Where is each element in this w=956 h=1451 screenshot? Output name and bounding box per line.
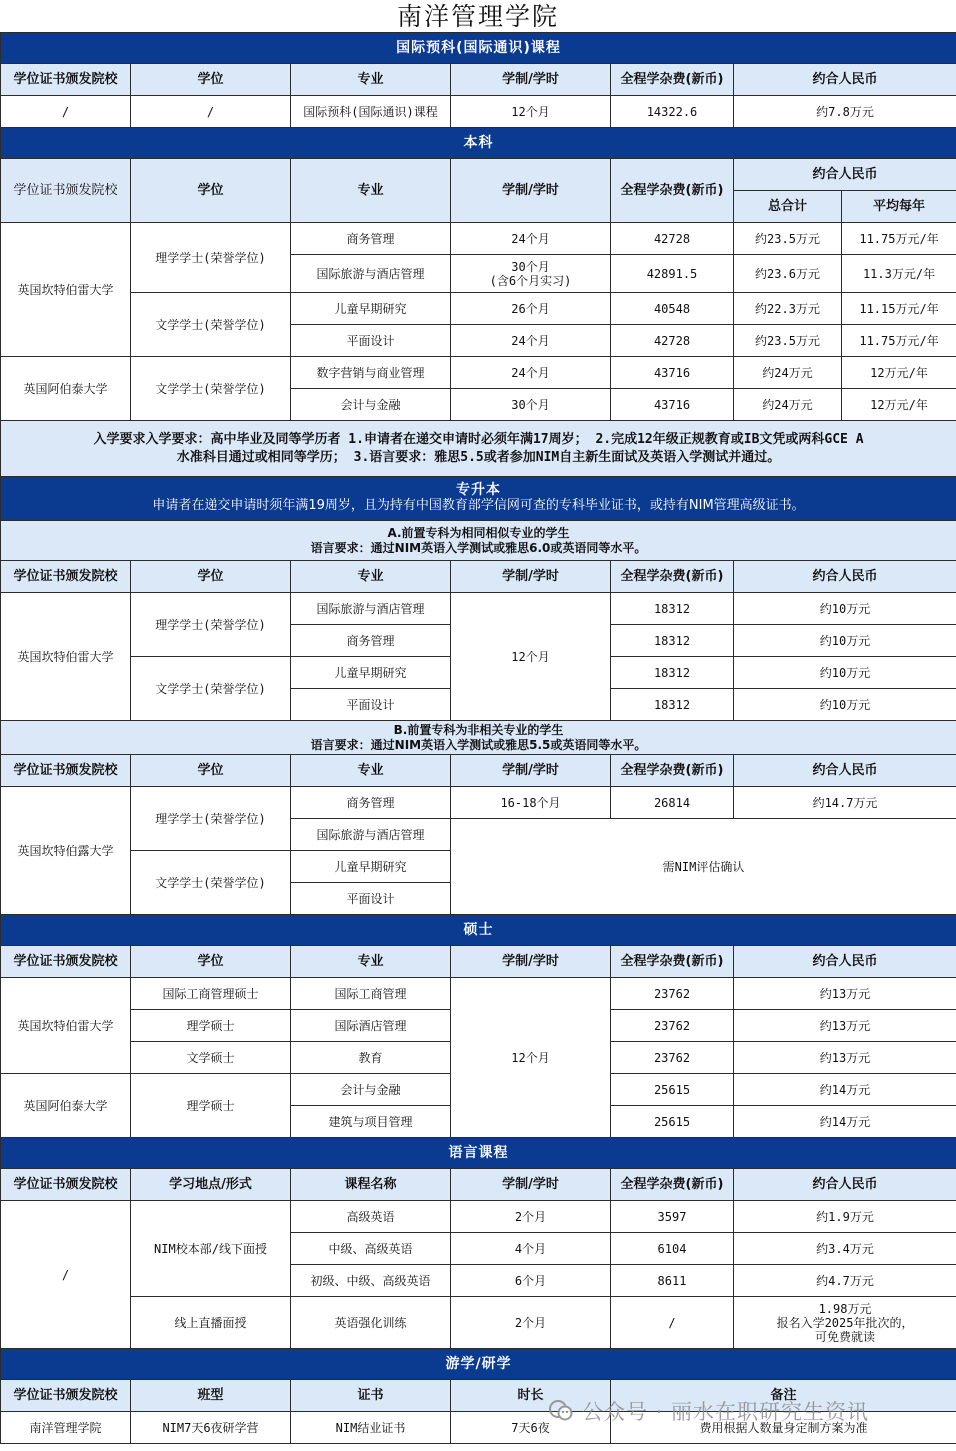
subsection-b-title: B.前置专科为非相关专业的学生 xyxy=(393,722,564,737)
fee-table xyxy=(0,32,956,1444)
cell-school: 英国坎特伯雷大学 xyxy=(1,978,131,1074)
cell-rmb xyxy=(734,1297,956,1349)
section-header-foundation xyxy=(1,33,956,64)
cell-school: / xyxy=(1,96,131,128)
cell-degree: 文学硕士 xyxy=(131,1042,291,1074)
cell-duration: 6个月 xyxy=(451,1265,611,1297)
cell-fee: 23762 xyxy=(611,1042,734,1074)
cell-rmb: 约10万元 xyxy=(734,625,956,657)
cell-avg: 11.3万元/年 xyxy=(842,255,956,293)
header-degree: 学位 xyxy=(131,64,291,96)
cell-duration: 16-18个月 xyxy=(451,787,611,819)
cell-degree: 文学学士(荣誉学位) xyxy=(131,293,291,357)
cell-total: 约24万元 xyxy=(734,357,842,389)
cell-rmb: 约13万元 xyxy=(734,978,956,1010)
table-row xyxy=(1,293,956,325)
cell-location: NIM校本部/线下面授 xyxy=(131,1201,291,1297)
cell-major: 教育 xyxy=(291,1042,451,1074)
cell-school: / xyxy=(1,1201,131,1349)
header-degree: 学位 xyxy=(131,755,291,787)
requirement-line-1: 入学要求入学要求：高中毕业及同等学历者 1.申请者在递交申请时必须年满17周岁； 2.完成12年级正规教育或IB文凭或两科GCE A xyxy=(93,431,864,447)
cell-degree: 文学学士(荣誉学位) xyxy=(131,657,291,721)
header-avg: 平均每年 xyxy=(842,191,956,223)
duration-note: (含6个月实习) xyxy=(489,273,572,288)
table-row xyxy=(1,593,956,625)
header-school: 学位证书颁发院校 xyxy=(1,1169,131,1201)
header-duration: 学制/学时 xyxy=(451,755,611,787)
cell-major: 商务管理 xyxy=(291,223,451,255)
section-title-text: 专升本 xyxy=(456,482,502,498)
cell-duration: 4个月 xyxy=(451,1233,611,1265)
header-fee: 全程学杂费(新币) xyxy=(611,1169,734,1201)
rmb-line-1: 1.98万元 xyxy=(818,1301,872,1316)
cell-duration: 12个月 xyxy=(451,978,611,1138)
cell-fee: 26814 xyxy=(611,787,734,819)
cell-avg: 11.15万元/年 xyxy=(842,293,956,325)
cell-fee: 18312 xyxy=(611,689,734,721)
cell-rmb: 约13万元 xyxy=(734,1042,956,1074)
table-header-row xyxy=(1,1380,956,1412)
cell-duration: 12个月 xyxy=(451,593,611,721)
cell-fee: 43716 xyxy=(611,389,734,421)
cell-duration: 30个月 xyxy=(451,389,611,421)
cell-major: 商务管理 xyxy=(291,625,451,657)
cell-degree: 文学学士(荣誉学位) xyxy=(131,357,291,421)
header-rmb: 约合人民币 xyxy=(734,561,956,593)
table-header-row xyxy=(1,561,956,593)
cell-note: 费用根据人数量身定制方案为准 xyxy=(611,1412,956,1444)
header-rmb: 约合人民币 xyxy=(734,64,956,96)
header-class: 班型 xyxy=(131,1380,291,1412)
header-rmb: 约合人民币 xyxy=(734,1169,956,1201)
cell-rmb: 约3.4万元 xyxy=(734,1233,956,1265)
header-fee: 全程学杂费(新币) xyxy=(611,64,734,96)
section-note: 申请者在递交申请时须年满19周岁，且为持有中国教育部学信网可查的专科毕业证书，或持有NIM管理高级证书。 xyxy=(152,498,805,513)
section-header-language xyxy=(1,1138,956,1169)
cell-degree: 文学学士(荣誉学位) xyxy=(131,851,291,915)
header-fee: 全程学杂费(新币) xyxy=(611,561,734,593)
cell-fee: 3597 xyxy=(611,1201,734,1233)
cell-major: 数字营销与商业管理 xyxy=(291,357,451,389)
table-row xyxy=(1,1297,956,1349)
table-header-row xyxy=(1,946,956,978)
table-row xyxy=(1,96,956,128)
section-title: 本科 xyxy=(1,128,956,159)
cell-rmb: 约10万元 xyxy=(734,593,956,625)
cell-total: 约23.5万元 xyxy=(734,325,842,357)
page-title: 南洋管理学院 xyxy=(396,2,559,31)
header-duration: 学制/学时 xyxy=(451,561,611,593)
cell-course: 高级英语 xyxy=(291,1201,451,1233)
cell-rmb: 约14.7万元 xyxy=(734,787,956,819)
header-cert: 证书 xyxy=(291,1380,451,1412)
header-school: 学位证书颁发院校 xyxy=(1,159,131,223)
header-major: 专业 xyxy=(291,64,451,96)
subsection-b xyxy=(1,721,956,755)
section-header-undergrad xyxy=(1,128,956,159)
cell-fee: 43716 xyxy=(611,357,734,389)
watermark-text: 公众号 · 丽水在职研究生资讯 xyxy=(582,1400,870,1424)
cell-fee: 18312 xyxy=(611,625,734,657)
header-note: 备注 xyxy=(611,1380,956,1412)
cell-fee: 42891.5 xyxy=(611,255,734,293)
cell-school: 英国坎特伯露大学 xyxy=(1,787,131,915)
table-header-row xyxy=(1,1169,956,1201)
cell-total: 约23.6万元 xyxy=(734,255,842,293)
cell-course: 初级、中级、高级英语 xyxy=(291,1265,451,1297)
table-row xyxy=(1,1412,956,1444)
header-rmb: 约合人民币 xyxy=(734,755,956,787)
cell-avg: 12万元/年 xyxy=(842,389,956,421)
cell-school: 英国阿伯泰大学 xyxy=(1,357,131,421)
header-duration: 学制/学时 xyxy=(451,946,611,978)
cell-major: 平面设计 xyxy=(291,689,451,721)
cell-rmb: 约13万元 xyxy=(734,1010,956,1042)
header-school: 学位证书颁发院校 xyxy=(1,946,131,978)
table-header-row xyxy=(1,64,956,96)
cell-duration: 2个月 xyxy=(451,1297,611,1349)
requirement-row xyxy=(1,421,956,477)
header-duration: 学制/学时 xyxy=(451,159,611,223)
table-header-row xyxy=(1,755,956,787)
header-rmb: 约合人民币 xyxy=(734,946,956,978)
rmb-line-3: 可免费就读 xyxy=(815,1329,876,1344)
section-title: 语言课程 xyxy=(1,1138,956,1169)
cell-total: 约23.5万元 xyxy=(734,223,842,255)
duration-main: 30个月 xyxy=(511,259,550,274)
cell-duration: 12个月 xyxy=(451,96,611,128)
cell-fee: 23762 xyxy=(611,1010,734,1042)
header-school: 学位证书颁发院校 xyxy=(1,64,131,96)
table-row xyxy=(1,223,956,255)
cell-pending: 需NIM评估确认 xyxy=(451,819,956,915)
section-header-master xyxy=(1,915,956,946)
cell-duration: 2个月 xyxy=(451,1201,611,1233)
table-row xyxy=(1,978,956,1010)
header-school: 学位证书颁发院校 xyxy=(1,1380,131,1412)
cell-avg: 11.75万元/年 xyxy=(842,325,956,357)
header-duration: 学制/学时 xyxy=(451,1169,611,1201)
cell-major: 国际旅游与酒店管理 xyxy=(291,819,451,851)
header-total: 总合计 xyxy=(734,191,842,223)
section-title xyxy=(1,477,956,521)
requirement-text xyxy=(1,421,956,477)
subsection-a-title: A.前置专科为相同相似专业的学生 xyxy=(387,525,570,540)
header-school: 学位证书颁发院校 xyxy=(1,755,131,787)
header-major: 专业 xyxy=(291,561,451,593)
cell-major: 会计与金融 xyxy=(291,389,451,421)
cell-major: 国际酒店管理 xyxy=(291,1010,451,1042)
header-degree: 学位 xyxy=(131,561,291,593)
header-duration: 时长 xyxy=(451,1380,611,1412)
header-fee: 全程学杂费(新币) xyxy=(611,159,734,223)
section-title: 国际预科(国际通识)课程 xyxy=(1,33,956,64)
cell-total: 约22.3万元 xyxy=(734,293,842,325)
cell-fee: 40548 xyxy=(611,293,734,325)
header-fee: 全程学杂费(新币) xyxy=(611,946,734,978)
cell-location: 线上直播面授 xyxy=(131,1297,291,1349)
section-title: 游学/研学 xyxy=(1,1349,956,1380)
header-duration: 学制/学时 xyxy=(451,64,611,96)
cell-fee: 42728 xyxy=(611,325,734,357)
cell-school: 英国阿伯泰大学 xyxy=(1,1074,131,1138)
cell-cert: NIM结业证书 xyxy=(291,1412,451,1444)
cell-course: 英语强化训练 xyxy=(291,1297,451,1349)
cell-major: 国际旅游与酒店管理 xyxy=(291,255,451,293)
cell-degree: 理学学士(荣誉学位) xyxy=(131,223,291,293)
header-major: 专业 xyxy=(291,159,451,223)
cell-duration: 24个月 xyxy=(451,223,611,255)
cell-major: 建筑与项目管理 xyxy=(291,1106,451,1138)
cell-school: 南洋管理学院 xyxy=(1,1412,131,1444)
cell-major: 商务管理 xyxy=(291,787,451,819)
subsection-b-language: 语言要求：通过NIM英语入学测试或雅思5.5或英语同等水平。 xyxy=(310,737,647,752)
cell-total: 约24万元 xyxy=(734,389,842,421)
cell-major: 平面设计 xyxy=(291,325,451,357)
cell-fee: 8611 xyxy=(611,1265,734,1297)
section-header-study-tour xyxy=(1,1349,956,1380)
subsection-a xyxy=(1,521,956,561)
cell-fee: 25615 xyxy=(611,1074,734,1106)
table-row xyxy=(1,1201,956,1233)
header-school: 学位证书颁发院校 xyxy=(1,561,131,593)
cell-fee: 18312 xyxy=(611,657,734,689)
header-fee: 全程学杂费(新币) xyxy=(611,755,734,787)
rmb-line-2: 报名入学2025年批次的， xyxy=(776,1315,914,1330)
subsection-title xyxy=(1,721,956,755)
table-header-row xyxy=(1,159,956,191)
cell-major: 国际旅游与酒店管理 xyxy=(291,593,451,625)
cell-degree: 理学硕士 xyxy=(131,1010,291,1042)
cell-rmb: 约14万元 xyxy=(734,1106,956,1138)
cell-fee: / xyxy=(611,1297,734,1349)
cell-degree: / xyxy=(131,96,291,128)
cell-rmb: 约1.9万元 xyxy=(734,1201,956,1233)
cell-major: 会计与金融 xyxy=(291,1074,451,1106)
cell-rmb: 约4.7万元 xyxy=(734,1265,956,1297)
cell-school: 英国坎特伯雷大学 xyxy=(1,593,131,721)
header-major: 专业 xyxy=(291,946,451,978)
section-header-topup xyxy=(1,477,956,521)
cell-major: 平面设计 xyxy=(291,883,451,915)
cell-fee: 23762 xyxy=(611,978,734,1010)
cell-course: 中级、高级英语 xyxy=(291,1233,451,1265)
table-row xyxy=(1,787,956,819)
table-row xyxy=(1,357,956,389)
cell-degree: 理学学士(荣誉学位) xyxy=(131,787,291,851)
cell-rmb: 约7.8万元 xyxy=(734,96,956,128)
requirement-line-2: 水准科目通过或相同等学历； 3.语言要求：雅思5.5或者参加NIM自主新生面试及英语入学测试并通过。 xyxy=(176,449,781,465)
cell-fee: 18312 xyxy=(611,593,734,625)
header-rmb: 约合人民币 xyxy=(734,159,956,191)
cell-duration: 7天6夜 xyxy=(451,1412,611,1444)
subsection-a-language: 语言要求：通过NIM英语入学测试或雅思6.0或英语同等水平。 xyxy=(310,540,647,555)
header-major: 专业 xyxy=(291,755,451,787)
cell-major: 儿童早期研究 xyxy=(291,657,451,689)
cell-rmb: 约14万元 xyxy=(734,1074,956,1106)
cell-fee: 42728 xyxy=(611,223,734,255)
cell-major: 国际预科(国际通识)课程 xyxy=(291,96,451,128)
cell-fee: 25615 xyxy=(611,1106,734,1138)
cell-duration: 24个月 xyxy=(451,357,611,389)
cell-school: 英国坎特伯雷大学 xyxy=(1,223,131,357)
cell-fee: 14322.6 xyxy=(611,96,734,128)
section-title: 硕士 xyxy=(1,915,956,946)
cell-fee: 6104 xyxy=(611,1233,734,1265)
cell-duration: 26个月 xyxy=(451,293,611,325)
header-degree: 学位 xyxy=(131,159,291,223)
header-course: 课程名称 xyxy=(291,1169,451,1201)
cell-rmb: 约10万元 xyxy=(734,689,956,721)
cell-class: NIM7天6夜研学营 xyxy=(131,1412,291,1444)
subsection-title xyxy=(1,521,956,561)
header-degree: 学位 xyxy=(131,946,291,978)
cell-duration: 24个月 xyxy=(451,325,611,357)
cell-major: 儿童早期研究 xyxy=(291,851,451,883)
cell-degree: 理学硕士 xyxy=(131,1074,291,1138)
cell-avg: 11.75万元/年 xyxy=(842,223,956,255)
cell-major: 儿童早期研究 xyxy=(291,293,451,325)
cell-degree: 国际工商管理硕士 xyxy=(131,978,291,1010)
cell-major: 国际工商管理 xyxy=(291,978,451,1010)
cell-avg: 12万元/年 xyxy=(842,357,956,389)
header-location: 学习地点/形式 xyxy=(131,1169,291,1201)
cell-degree: 理学学士(荣誉学位) xyxy=(131,593,291,657)
cell-duration xyxy=(451,255,611,293)
cell-rmb: 约10万元 xyxy=(734,657,956,689)
